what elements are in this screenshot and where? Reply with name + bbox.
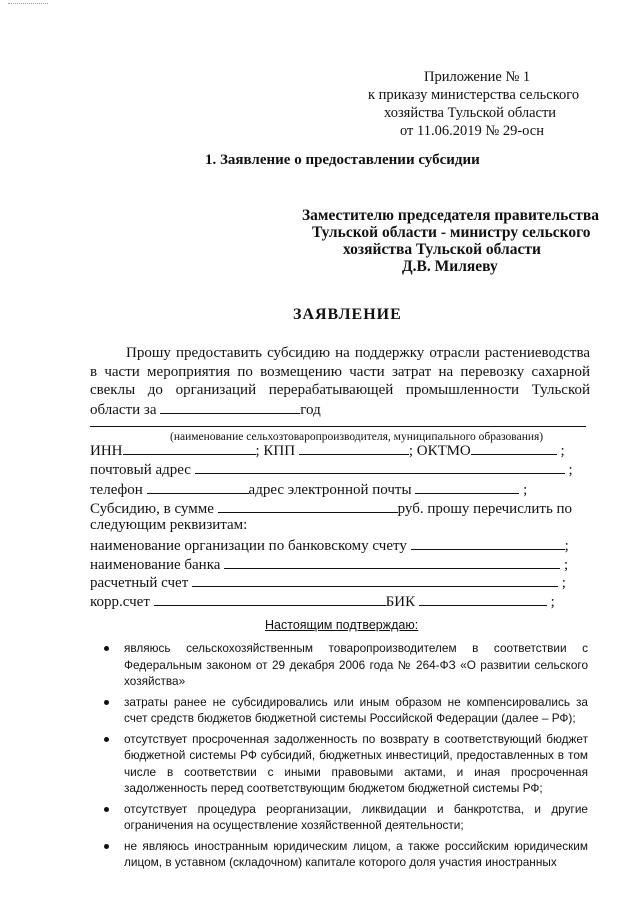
oktmo-field[interactable] [471,441,557,455]
subsidy-label: Субсидию, в сумме [90,501,214,517]
addressee-line: Заместителю председателя правительства [302,207,599,224]
account-row [90,573,590,592]
email-field[interactable] [415,480,519,494]
document-title: ЗАЯВЛЕНИЕ [293,306,402,323]
appendix-line: от 11.06.2019 № 29-осн [400,123,544,139]
addressee-line: Д.В. Миляеву [402,258,498,275]
bik-field[interactable] [419,592,547,606]
email-label: адрес электронной почты [248,482,412,498]
request-paragraph [90,344,590,419]
bullet-icon [104,844,109,849]
kpp-field[interactable] [299,441,409,455]
inn-label: ИНН [90,443,123,459]
appendix-line: Приложение № 1 [424,69,531,85]
appendix-line: к приказу министерства сельского [368,87,580,103]
year-suffix: год [300,401,321,418]
subsidy-row [90,499,590,518]
corr-bik-row [90,592,590,611]
phone-field[interactable] [147,480,249,494]
kpp-label: ; КПП [255,443,296,459]
details-row: следующим реквизитам: [90,517,248,533]
row-end: ; [563,557,569,573]
corr-label: корр.счет [90,594,150,610]
paragraph-line: области за [90,401,157,418]
scan-artifact [8,0,48,4]
corr-field[interactable] [154,592,386,606]
phone-label: телефон [90,482,143,498]
row-end: ; [560,443,565,459]
account-field[interactable] [192,573,558,587]
bullet-icon [104,646,109,651]
applicant-name-hint: (наименование сельхозтоваропроизводителя, муниципального образования) [170,431,544,443]
confirm-list [104,640,588,875]
bullet-icon [104,737,109,742]
list-item: отсутствует процедура реорганизации, ликвидации и банкротства, и другие ограничения на осуществление хозяйственной деятельности; [104,801,588,834]
row-end: ; [561,575,566,591]
postal-label: почтовый адрес [90,462,191,478]
bullet-icon [104,807,109,812]
bik-label: БИК [385,594,416,610]
appendix-line: хозяйства Тульской области [384,105,557,121]
row-end: ; [564,538,569,554]
phone-email-row [90,480,590,499]
section-title: 1. Заявление о предоставлении субсидии [205,152,480,168]
bank-row [90,555,590,574]
postal-field[interactable] [195,460,565,474]
addressee-line: Тульской области - министру сельского [312,224,591,241]
list-item: являюсь сельскохозяйственным товаропроизводителем в соответствии с Федеральным законом от 29 декабря 2006 года № 264-ФЗ «О развитии сельского хозяйства» [104,640,588,690]
account-name-label: наименование организации по банковскому счету [90,538,407,554]
applicant-name-field[interactable] [90,426,586,427]
confirm-heading: Настоящим подтверждаю: [265,618,419,632]
postal-row [90,460,590,479]
account-name-row [90,536,590,555]
paragraph-line: в части мероприятия по возмещению части затрат на перевозку сахарной [90,363,590,380]
list-item: затраты ранее не субсидировались или иным образом не компенсировались за счет средств бюджетов бюджетной системы Российской Федерации (далее – РФ); [104,694,588,727]
list-item: не являюсь иностранным юридическим лицом, а также российским юридическим лицом, в уставном (складочном) капитале которого доля участия иностранных [104,838,588,871]
bank-label: наименование банка [90,557,221,573]
inn-kpp-oktmo-row [90,441,590,460]
paragraph-line: свеклы до организаций перерабатывающей промышленности Тульской [90,382,590,398]
year-field[interactable] [160,400,300,414]
inn-field[interactable] [123,441,256,455]
account-name-field[interactable] [411,536,565,550]
row-end: ; [523,482,528,498]
addressee-line: хозяйства Тульской области [343,241,541,258]
row-end: ; [568,462,573,478]
list-item: отсутствует просроченная задолженность по возврату в соответствующий бюджет бюджетной системы РФ субсидий, бюджетных инвестиций, предоставленных в том числе в соответствии с иными правовыми актами, и иная просроченная задолженность перед соответствующим бюджетом бюджетной системы РФ; [104,731,588,797]
subsidy-amount-field[interactable] [218,499,398,513]
paragraph-line: Прошу предоставить субсидию на поддержку отрасли растениеводства [126,345,590,361]
bullet-icon [104,700,109,705]
account-label: расчетный счет [90,575,189,591]
oktmo-label: ; ОКТМО [408,443,471,459]
bank-field[interactable] [224,555,560,569]
subsidy-suffix: руб. прошу перечислить по [397,501,573,517]
row-end: ; [550,594,555,610]
